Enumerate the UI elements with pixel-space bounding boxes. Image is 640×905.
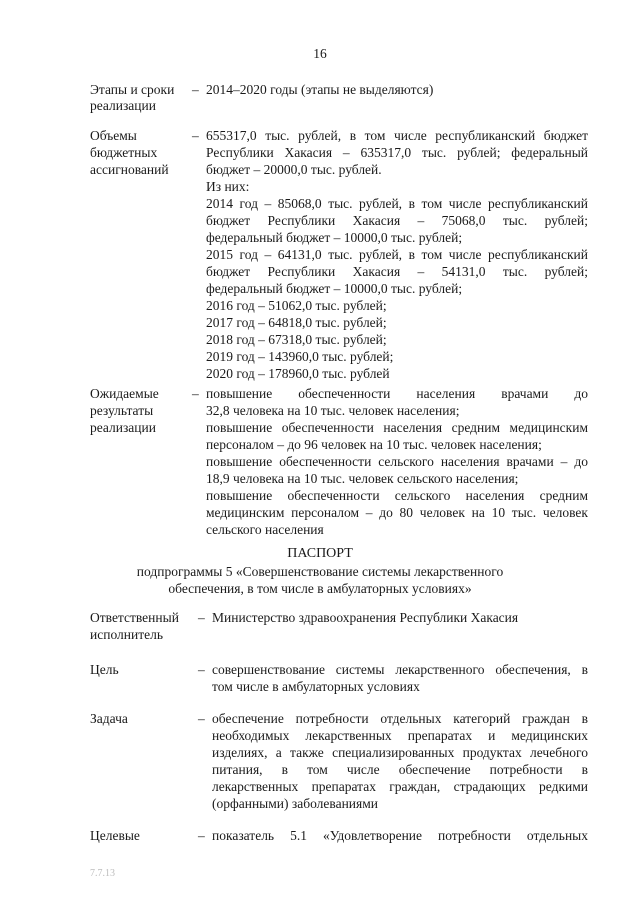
value-line: 32,8 человека на 10 тыс. человек населения; <box>206 403 460 418</box>
dash: – <box>198 610 205 625</box>
label-stages: Этапы и сроки <box>90 82 175 97</box>
value-line: федеральный бюджет – 10000,0 тыс. рублей; <box>206 230 463 245</box>
value-line: совершенствование системы лекарственного обеспечения, в <box>212 662 588 677</box>
dash: – <box>198 662 205 677</box>
value-line: обеспечение потребности отдельных категорий граждан в <box>212 711 588 726</box>
value-line: персоналом – до 96 человек на 10 тыс. человек населения; <box>206 437 542 452</box>
passport-subtitle: подпрограммы 5 «Совершенствование системы лекарственного <box>136 564 504 579</box>
label-budget: бюджетных <box>90 145 158 160</box>
value-line: бюджет Республики Хакасия – 54131,0 тыс. рублей; <box>206 264 588 279</box>
label-budget: Объемы <box>90 128 137 143</box>
dash: – <box>192 82 199 97</box>
value-line: лекарственных препаратах граждан, страдающих редкими <box>212 779 588 794</box>
value-line: медицинским персоналом – до 80 человек на 10 тыс. человек <box>206 505 588 520</box>
passport-subtitle: обеспечения, в том числе в амбулаторных условиях» <box>168 581 472 596</box>
value-line: показатель 5.1 «Удовлетворение потребности отдельных <box>212 828 588 843</box>
label-targets: Целевые <box>90 828 140 843</box>
value-line: изделиях, а также специализированных продуктах лечебного <box>212 745 588 760</box>
value-line: федеральный бюджет – 10000,0 тыс. рублей; <box>206 281 463 296</box>
value-line: Республики Хакасия – 635317,0 тыс. рублей; федеральный <box>206 145 588 160</box>
value-line: том числе в амбулаторных условиях <box>212 679 420 694</box>
label-stages: реализации <box>90 98 156 113</box>
value-line: повышение обеспеченности населения врачами до <box>206 386 588 401</box>
value-line: питания, в том числе обеспечение потребности в <box>212 762 588 777</box>
value-line: 2016 год – 51062,0 тыс. рублей; <box>206 298 387 313</box>
label-responsible: исполнитель <box>90 627 163 642</box>
value-line: 2019 год – 143960,0 тыс. рублей; <box>206 349 394 364</box>
dash: – <box>192 128 199 143</box>
value-line: 2018 год – 67318,0 тыс. рублей; <box>206 332 387 347</box>
value-line: бюджет Республики Хакасия – 75068,0 тыс. рублей; <box>206 213 588 228</box>
value-line: необходимых лекарственных препаратах и медицинских <box>212 728 588 743</box>
dash: – <box>198 711 205 726</box>
value-line: 2015 год – 64131,0 тыс. рублей, в том числе республиканский <box>206 247 588 262</box>
label-goal: Цель <box>90 662 119 677</box>
passport-title: ПАСПОРТ <box>287 546 353 561</box>
value-line: сельского населения <box>206 522 324 537</box>
label-results: Ожидаемые <box>90 386 159 401</box>
value-line: 2014 год – 85068,0 тыс. рублей, в том числе республиканский <box>206 196 588 211</box>
value-line: 18,9 человека на 10 тыс. человек сельского населения; <box>206 471 519 486</box>
label-responsible: Ответственный <box>90 610 179 625</box>
footer-mark: 7.7.13 <box>90 868 115 879</box>
value-line: повышение обеспеченности сельского населения средним <box>206 488 588 503</box>
value-line: (орфанными) заболеваниями <box>212 796 379 811</box>
dash: – <box>198 828 205 843</box>
page-number: 16 <box>313 46 327 61</box>
value-line: повышение обеспеченности населения средним медицинским <box>206 420 588 435</box>
label-task: Задача <box>90 711 128 726</box>
label-results: реализации <box>90 420 156 435</box>
value-line: 2014–2020 годы (этапы не выделяются) <box>206 82 434 97</box>
value-line: повышение обеспеченности сельского населения врачами – до <box>206 454 588 469</box>
value-line: 2017 год – 64818,0 тыс. рублей; <box>206 315 387 330</box>
value-line: 2020 год – 178960,0 тыс. рублей <box>206 366 390 381</box>
value-line: бюджет – 20000,0 тыс. рублей. <box>206 162 382 177</box>
value-line: 655317,0 тыс. рублей, в том числе республиканский бюджет <box>206 128 588 143</box>
value-line: Из них: <box>206 179 250 194</box>
value-line: Министерство здравоохранения Республики Хакасия <box>212 610 519 625</box>
dash: – <box>192 386 199 401</box>
label-results: результаты <box>90 403 154 418</box>
label-budget: ассигнований <box>90 162 169 177</box>
